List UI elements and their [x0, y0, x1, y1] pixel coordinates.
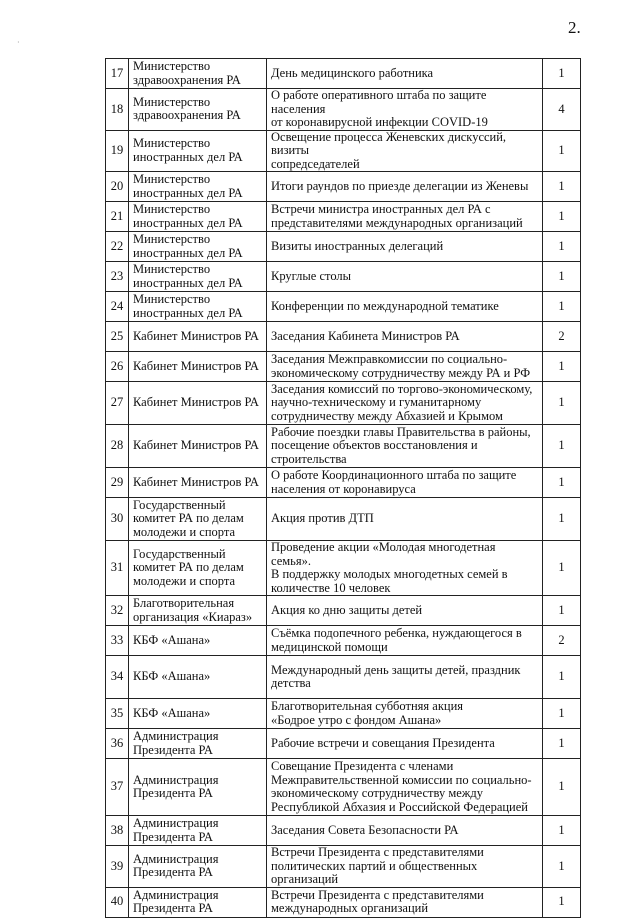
organization-cell: Министерство иностранных дел РА: [129, 202, 267, 232]
table-row: [106, 292, 581, 322]
count-cell: 1: [543, 59, 581, 89]
table-row: [106, 382, 581, 425]
event-cell: Акция ко дню защиты детей: [267, 596, 543, 626]
event-cell: Круглые столы: [267, 262, 543, 292]
organization-cell: Министерство иностранных дел РА: [129, 232, 267, 262]
table-row: [106, 130, 581, 172]
organization-cell: Министерство здравоохранения РА: [129, 89, 267, 131]
event-cell: Встречи Президента с представителями международных организаций: [267, 887, 543, 917]
event-cell: Рабочие встречи и совещания Президента: [267, 729, 543, 759]
organization-cell: Кабинет Министров РА: [129, 425, 267, 468]
event-cell: Заседания Межправкомиссии по социально- экономическому сотрудничеству между РА и РФ: [267, 352, 543, 382]
organization-cell: Администрация Президента РА: [129, 729, 267, 759]
row-number: 39: [106, 846, 129, 888]
row-number: 29: [106, 468, 129, 498]
table-row: [106, 656, 581, 699]
page-number: 2.: [568, 18, 581, 37]
organization-cell: КБФ «Ашана»: [129, 656, 267, 699]
count-cell: 1: [543, 729, 581, 759]
row-number: 31: [106, 541, 129, 596]
row-number: 28: [106, 425, 129, 468]
event-cell: День медицинского работника: [267, 59, 543, 89]
event-cell: Встречи министра иностранных дел РА с представителями международных организаций: [267, 202, 543, 232]
row-number: 17: [106, 59, 129, 89]
organization-cell: Кабинет Министров РА: [129, 468, 267, 498]
row-number: 25: [106, 322, 129, 352]
event-cell: Встречи Президента с представителями политических партий и общественных организаций: [267, 846, 543, 888]
table-row: [106, 89, 581, 131]
event-cell: Заседания Совета Безопасности РА: [267, 816, 543, 846]
organization-cell: Государственный комитет РА по делам молодежи и спорта: [129, 541, 267, 596]
organization-cell: Благотворительная организация «Киараз»: [129, 596, 267, 626]
organization-cell: Администрация Президента РА: [129, 759, 267, 816]
count-cell: 1: [543, 498, 581, 541]
table-row: [106, 541, 581, 596]
event-cell: Совещание Президента с членами Межправительственной комиссии по социально- экономическому сотрудничеству между Республикой Абхазия и Российской Федерацией: [267, 759, 543, 816]
events-table: [105, 58, 581, 918]
row-number: 22: [106, 232, 129, 262]
table-row: [106, 816, 581, 846]
organization-cell: Кабинет Министров РА: [129, 352, 267, 382]
table-row: [106, 202, 581, 232]
table-row: [106, 846, 581, 888]
row-number: 34: [106, 656, 129, 699]
row-number: 19: [106, 130, 129, 172]
table-row: [106, 729, 581, 759]
organization-cell: Администрация Президента РА: [129, 816, 267, 846]
count-cell: 1: [543, 202, 581, 232]
event-cell: Проведение акции «Молодая многодетная семья». В поддержку молодых многодетных семей в количестве 10 человек: [267, 541, 543, 596]
row-number: 40: [106, 887, 129, 917]
organization-cell: Министерство иностранных дел РА: [129, 292, 267, 322]
count-cell: 2: [543, 322, 581, 352]
count-cell: 1: [543, 130, 581, 172]
event-cell: Съёмка подопечного ребенка, нуждающегося в медицинской помощи: [267, 626, 543, 656]
event-cell: Итоги раундов по приезде делегации из Женевы: [267, 172, 543, 202]
event-cell: Конференции по международной тематике: [267, 292, 543, 322]
table-row: [106, 699, 581, 729]
count-cell: 1: [543, 656, 581, 699]
table-row: [106, 498, 581, 541]
count-cell: 1: [543, 352, 581, 382]
table-row: [106, 887, 581, 917]
row-number: 26: [106, 352, 129, 382]
row-number: 37: [106, 759, 129, 816]
event-cell: Заседания комиссий по торгово-экономическому, научно-техническому и гуманитарному сотрудничеству между Абхазией и Крымом: [267, 382, 543, 425]
event-cell: О работе Координационного штаба по защите населения от коронавируса: [267, 468, 543, 498]
count-cell: 1: [543, 887, 581, 917]
table-row: [106, 468, 581, 498]
organization-cell: Министерство иностранных дел РА: [129, 172, 267, 202]
table-row: [106, 626, 581, 656]
table-row: [106, 759, 581, 816]
row-number: 32: [106, 596, 129, 626]
table-body: [106, 59, 581, 918]
event-cell: Благотворительная субботняя акция «Бодрое утро с фондом Ашана»: [267, 699, 543, 729]
count-cell: 4: [543, 89, 581, 131]
count-cell: 1: [543, 232, 581, 262]
row-number: 38: [106, 816, 129, 846]
organization-cell: Государственный комитет РА по делам молодежи и спорта: [129, 498, 267, 541]
event-cell: Международный день защиты детей, праздник детства: [267, 656, 543, 699]
table-row: [106, 425, 581, 468]
row-number: 36: [106, 729, 129, 759]
organization-cell: Министерство иностранных дел РА: [129, 130, 267, 172]
event-cell: Заседания Кабинета Министров РА: [267, 322, 543, 352]
row-number: 27: [106, 382, 129, 425]
count-cell: 1: [543, 425, 581, 468]
table-row: [106, 322, 581, 352]
count-cell: 1: [543, 699, 581, 729]
organization-cell: КБФ «Ашана»: [129, 699, 267, 729]
organization-cell: Кабинет Министров РА: [129, 322, 267, 352]
count-cell: 1: [543, 468, 581, 498]
count-cell: 2: [543, 626, 581, 656]
table-row: [106, 59, 581, 89]
row-number: 20: [106, 172, 129, 202]
table-row: [106, 232, 581, 262]
margin-mark: ·: [17, 38, 20, 47]
event-cell: Рабочие поездки главы Правительства в районы, посещение объектов восстановления и строительства: [267, 425, 543, 468]
table-row: [106, 172, 581, 202]
count-cell: 1: [543, 816, 581, 846]
row-number: 35: [106, 699, 129, 729]
count-cell: 1: [543, 596, 581, 626]
row-number: 33: [106, 626, 129, 656]
organization-cell: Кабинет Министров РА: [129, 382, 267, 425]
row-number: 24: [106, 292, 129, 322]
table-row: [106, 262, 581, 292]
count-cell: 1: [543, 292, 581, 322]
organization-cell: Министерство иностранных дел РА: [129, 262, 267, 292]
organization-cell: Министерство здравоохранения РА: [129, 59, 267, 89]
count-cell: 1: [543, 846, 581, 888]
row-number: 23: [106, 262, 129, 292]
organization-cell: КБФ «Ашана»: [129, 626, 267, 656]
organization-cell: Администрация Президента РА: [129, 846, 267, 888]
count-cell: 1: [543, 382, 581, 425]
event-cell: Освещение процесса Женевских дискуссий, визиты сопредседателей: [267, 130, 543, 172]
organization-cell: Администрация Президента РА: [129, 887, 267, 917]
row-number: 30: [106, 498, 129, 541]
event-cell: О работе оперативного штаба по защите населения от коронавирусной инфекции COVID-19: [267, 89, 543, 131]
event-cell: Акция против ДТП: [267, 498, 543, 541]
table-row: [106, 596, 581, 626]
count-cell: 1: [543, 759, 581, 816]
table-row: [106, 352, 581, 382]
row-number: 18: [106, 89, 129, 131]
count-cell: 1: [543, 541, 581, 596]
count-cell: 1: [543, 262, 581, 292]
event-cell: Визиты иностранных делегаций: [267, 232, 543, 262]
count-cell: 1: [543, 172, 581, 202]
row-number: 21: [106, 202, 129, 232]
